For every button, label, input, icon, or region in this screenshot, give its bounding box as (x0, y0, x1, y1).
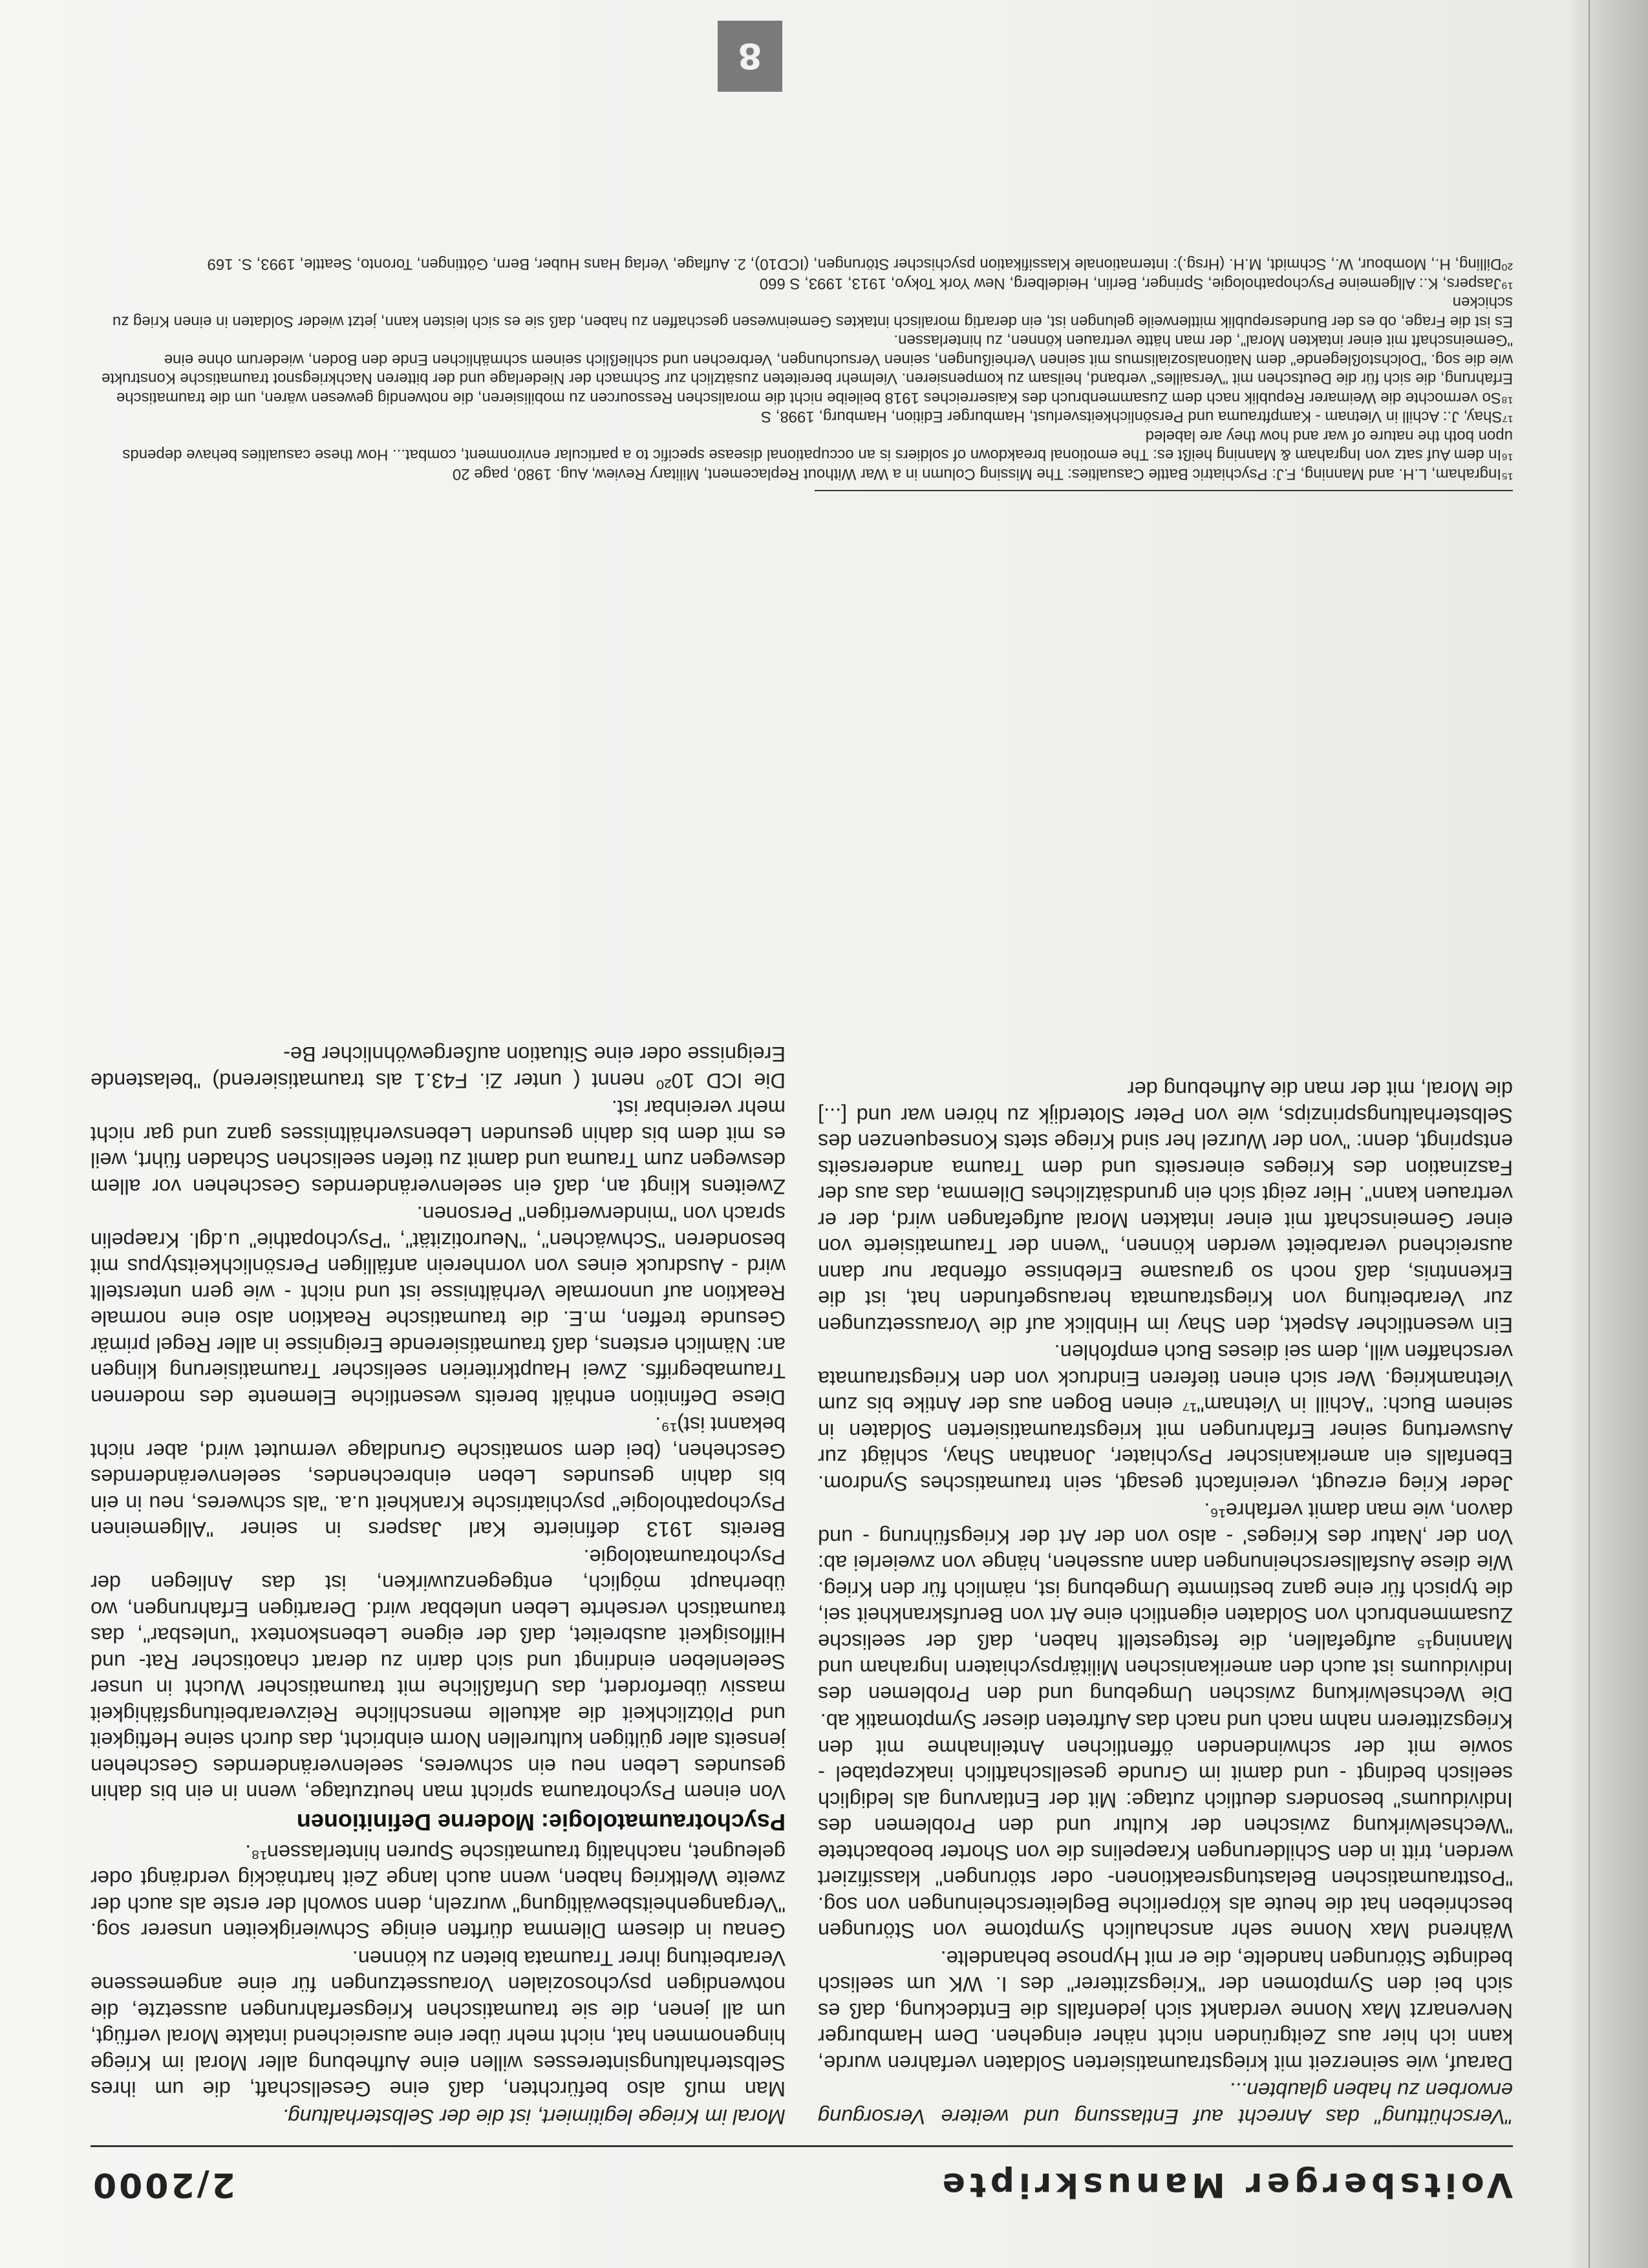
paragraph: Genau in diesem Dilemma dürften einige Schwierigkeiten unserer sog. "Vergangenheitsbewältigung" wurzeln, denn sowohl der erste als auch der zweite Weltkrieg haben, wenn auch lange Zeit hartnäckig verdrängt oder geleugnet, nachhaltig traumatische Spuren hinterlassen¹⁸. (91, 1841, 786, 1943)
footnote: ¹⁵Ingraham, L.H. and Manning, F.J: Psychiatric Battle Casualties: The Missing Column in a War Without Replacement, Military Review, Aug. 1980, page 20 (452, 465, 1513, 483)
footnote-rule (815, 490, 1513, 491)
issue-number: 2/2000 (91, 2165, 235, 2204)
paragraph: Die Wechselwirkung zwischen Umgebung und den Problemen des Individuums ist auch den amerikanischen Militärpsychiatern Ingraham und Manning¹⁵ aufgefallen, die festgestellt haben, daß der seelische Zusammenbruch von Soldaten eigentlich eine Art von Berufskrankheit sei, die typisch für eine ganz bestimmte Umgebung ist, nämlich für den Krieg. Wie diese Ausfallserscheinungen dann aussehen, hänge von zweierlei ab: Von der ‚Natur des Krieges' - also von der Art der Kriegsführung - und davon, wie man damit verfahre¹⁶. (818, 1499, 1513, 1706)
rotated-page (39, 26, 1565, 2236)
journal-title: Voitsberger Manuskripte (937, 2165, 1513, 2204)
footnote: ¹⁷Shay, J.: Achill in Vietnam - Kampftrauma und Persönlichkeitsverlust, Hamburger Edition, Hamburg, 1998, S (761, 408, 1513, 426)
paragraph: "Verschüttung" das Anrecht auf Entlassung und weitere Versorgung erworben zu haben glaubten... (818, 2079, 1513, 2128)
paragraph: Von einem Psychotrauma spricht man heutzutage, wenn in ein bis dahin gesundes Leben neu ein schweres, seelenveränderndes Geschehen jenseits aller gültigen kulturellen Norm einbricht, das durch seine Heftigkeit und Plötzlichkeit die aktuelle menschliche Reizverarbeitungsfähigkeit massiv überfordert, das Unfaßliche mit traumatischer Wucht in unser Seelenleben eindringt und sich darin zu derart chaotischer Rat- und Hilflosigkeit ausbreitet, daß der eigene Lebenskontext "unlesbar", das traumatisch versehrte Leben unlebbar wird. Derartigen Erfahrungen, wo überhaupt möglich, entgegenzuwirken, ist das Anliegen der Psychotraumatologie. (91, 1545, 786, 1805)
footnote: ¹⁹Jaspers, K.: Allgemeine Psychopathologie, Springer, Berlin, Heidelberg, New York Tokyo, 1913, 1993, S 660 (759, 275, 1513, 292)
paragraph: Moral im Kriege legitimiert, ist die der Selbsterhaltung. (282, 2105, 786, 2128)
paragraph: Darauf, wie seinerzeit mit kriegstraumatisierten Soldaten verfahren wurde, kann ich hier aus Zeitgründen nicht näher eingehen. Dem Hamburger Nervenarzt Max Nonne verdankt sich jedenfalls die Entdeckung, daß es sich bei den Symptomen der "Kriegszitterer" des I. WK um seelisch bedingte Störungen handelte, die er mit Hypnose behandelte. (818, 1947, 1513, 2075)
page-number: 8 (718, 21, 782, 92)
running-header (91, 2152, 1513, 2210)
paragraph: Diese Definition enthält bereits wesentliche Elemente des modernen Traumabegriffs. Zwei Hauptkriterien seelischer Traumatisierung klingen an: Nämlich erstens, daß traumatisierende Ereignisse in aller Regel primär Gesunde treffen, m.E. die traumatische Reaktion also eine normale Reaktion auf unnormale Verhältnisse ist und nicht - wie gern unterstellt wird - Ausdruck eines von vornherein anfälligen Persönlichkeitstypus mit besonderen "Schwächen", "Neurotizität", "Psychopathie" u.dgl. Kraepelin sprach von "minderwertigen" Personen. (91, 1202, 786, 1409)
paragraph: Jeder Krieg erzeugt, vereinfacht gesagt, sein traumatisches Syndrom. Ebenfalls ein amerikanischer Psychiater, Jonathan Shay, schlägt zur Auswertung seiner Erfahrungen mit kriegstraumatisierten Soldaten in seinem Buch: "Achill in Vietnam"¹⁷ einen Bogen aus der Antike bis zum Vietnamkrieg. Wer sich einen tieferen Eindruck von den Kriegstraumata verschaffen will, dem sei dieses Buch empfohlen. (818, 1341, 1513, 1495)
paragraph: Die ICD 10²⁰ nennt ( unter Zi. F43.1 als traumatisierend) "belastende Ereignisse oder eine Situation außergewöhnlicher Be- (91, 1043, 786, 1092)
footnote: Es ist die Frage, ob es der Bundesrepublik mittlerweile gelungen ist, ein derartig moralisch intaktes Gemeinwesen geschaffen zu haben, daß sie es sich leisten kann, jetzt wieder Soldaten in einen Krieg zu schicken (112, 293, 1513, 330)
paragraph: Bereits 1913 definierte Karl Jaspers in seiner "Allgemeinen Psychopathologie" psychiatrische Krankheit u.a. "als schweres, neu in ein bis dahin gesundes Leben einbrechendes, seelenveränderndes Geschehen, (bei dem somatische Grundlage vermutet wird, aber nicht bekannt ist)¹⁹. (91, 1413, 786, 1542)
left-column (818, 669, 1513, 2130)
paragraph: Zweitens klingt an, daß ein seelenveränderndes Geschehen vor allem deswegen zum Trauma und damit zu tiefen seelischen Schaden führt, weil es mit dem bis dahin gesunden Lebensverhältnisses ganz und gar nicht mehr vereinbar ist. (91, 1096, 786, 1198)
footnotes (91, 180, 1513, 483)
paragraph: Während Max Nonne sehr anschaulich Symptome von Störungen beschrieben hat die heute als körperliche Begleiterscheinungen von sog. "Posttraumatischen Belastungsreaktionen- oder störungen" klassifiziert werden, tritt in den Schilderungen Kraepelins die von Shorter beobachtete "Wechselwirkung zwischen der Kultur und den Problemen des Individuums" besonders deutlich zutage: Mit der Entlarvung als lediglich seelisch bedingt - und damit im Grunde gesellschaftlich inakzeptabel - sowie mit der schwindenden öffentlichen Anteilnahme mit den Kriegszitterern nahm nach und nach das Auftreten dieser Symptomatik ab. (818, 1710, 1513, 1943)
paragraph: Ein wesentlicher Aspekt, den Shay im Hinblick auf die Voraussetzungen zur Verarbeitung von Kriegstraumata herausgefunden hat, ist die Erkenntnis, daß noch so grausame Erlebnisse offenbar nur dann ausreichend verarbeitet werden können, "wenn der Traumatisierte von einer Gemeinschaft mit einer intakten Moral aufgefangen wird, der er vertrauen kann". Hier zeigt sich ein grundsätzliches Dilemma, das aus der Faszination des Krieges einerseits und dem Trauma andererseits entspringt, denn: "von der Wurzel her sind Kriege stets Konsequenzen des Selbsterhaltungsprinzips, wie von Peter Sloterdijk zu hören war und [...] die Moral, mit der man die Aufhebung der (818, 1077, 1513, 1337)
paragraph: Man muß also befürchten, daß eine Gesellschaft, die um ihres Selbsterhaltungsinteresses willen eine Aufhebung aller Moral im Kriege hingenommen hat, nicht mehr über eine ausreichend intakte Moral verfügt, um all jenen, die sie traumatischen Kriegserfahrungen aussetzte, die notwendigen psychosozialen Voraussetzungen für eine angemessene Verarbeitung ihrer Traumata bieten zu können. (91, 1947, 786, 2101)
page-edge-shadow (1570, 0, 1648, 2268)
section-heading: Psychotraumatologie: Moderne Definitionen (296, 1809, 786, 1836)
footnote: ¹⁸So vermochte die Weimarer Republik nach dem Zusammenbruch des Kaiserreiches 1918 beileibe nicht die moralischen Ressourcen zu mobilisieren, die notwendig gewesen wären, um die traumatische Erfahrung, die sich für die Deutschen mit "Versailles" verband, heilsam zu kompensieren. Vielmehr bereiteten zusätzlich zur Schmach der Niederlage und der bitteren Nachkriegsnot traumatische Konstrukte wie die sog. "Dolchstoßlegende" dem Nationalsozialismus mit seinen Verheißungen, seinen Versuchungen, Verbrechen und schließlich seinem schmählichen Ende den Boden, wiederum ohne eine "Gemeinschaft mit einer intakten Moral", der man hätte vertrauen können, zu hinterlassen. (101, 332, 1513, 407)
right-column (91, 669, 786, 2130)
footnote: ¹⁶In dem Auf satz von Ingraham & Manning heißt es: The emotional breakdown of soldiers is an occupational disease specific to a particular environment, combat... How these casualties behave depends upon both the nature of war and how they are labeled (122, 427, 1513, 464)
footnote: ²⁰Dilling, H., Mombour, W., Schmidt, M.H. (Hrsg.): Internationale Klassifikation psychischer Störungen, (ICD10), 2. Auflage, Verlag Hans Huber, Bern, Göttingen, Toronto, Seattle, 1993, S. 169 (207, 255, 1513, 273)
header-rule (91, 2145, 1513, 2147)
